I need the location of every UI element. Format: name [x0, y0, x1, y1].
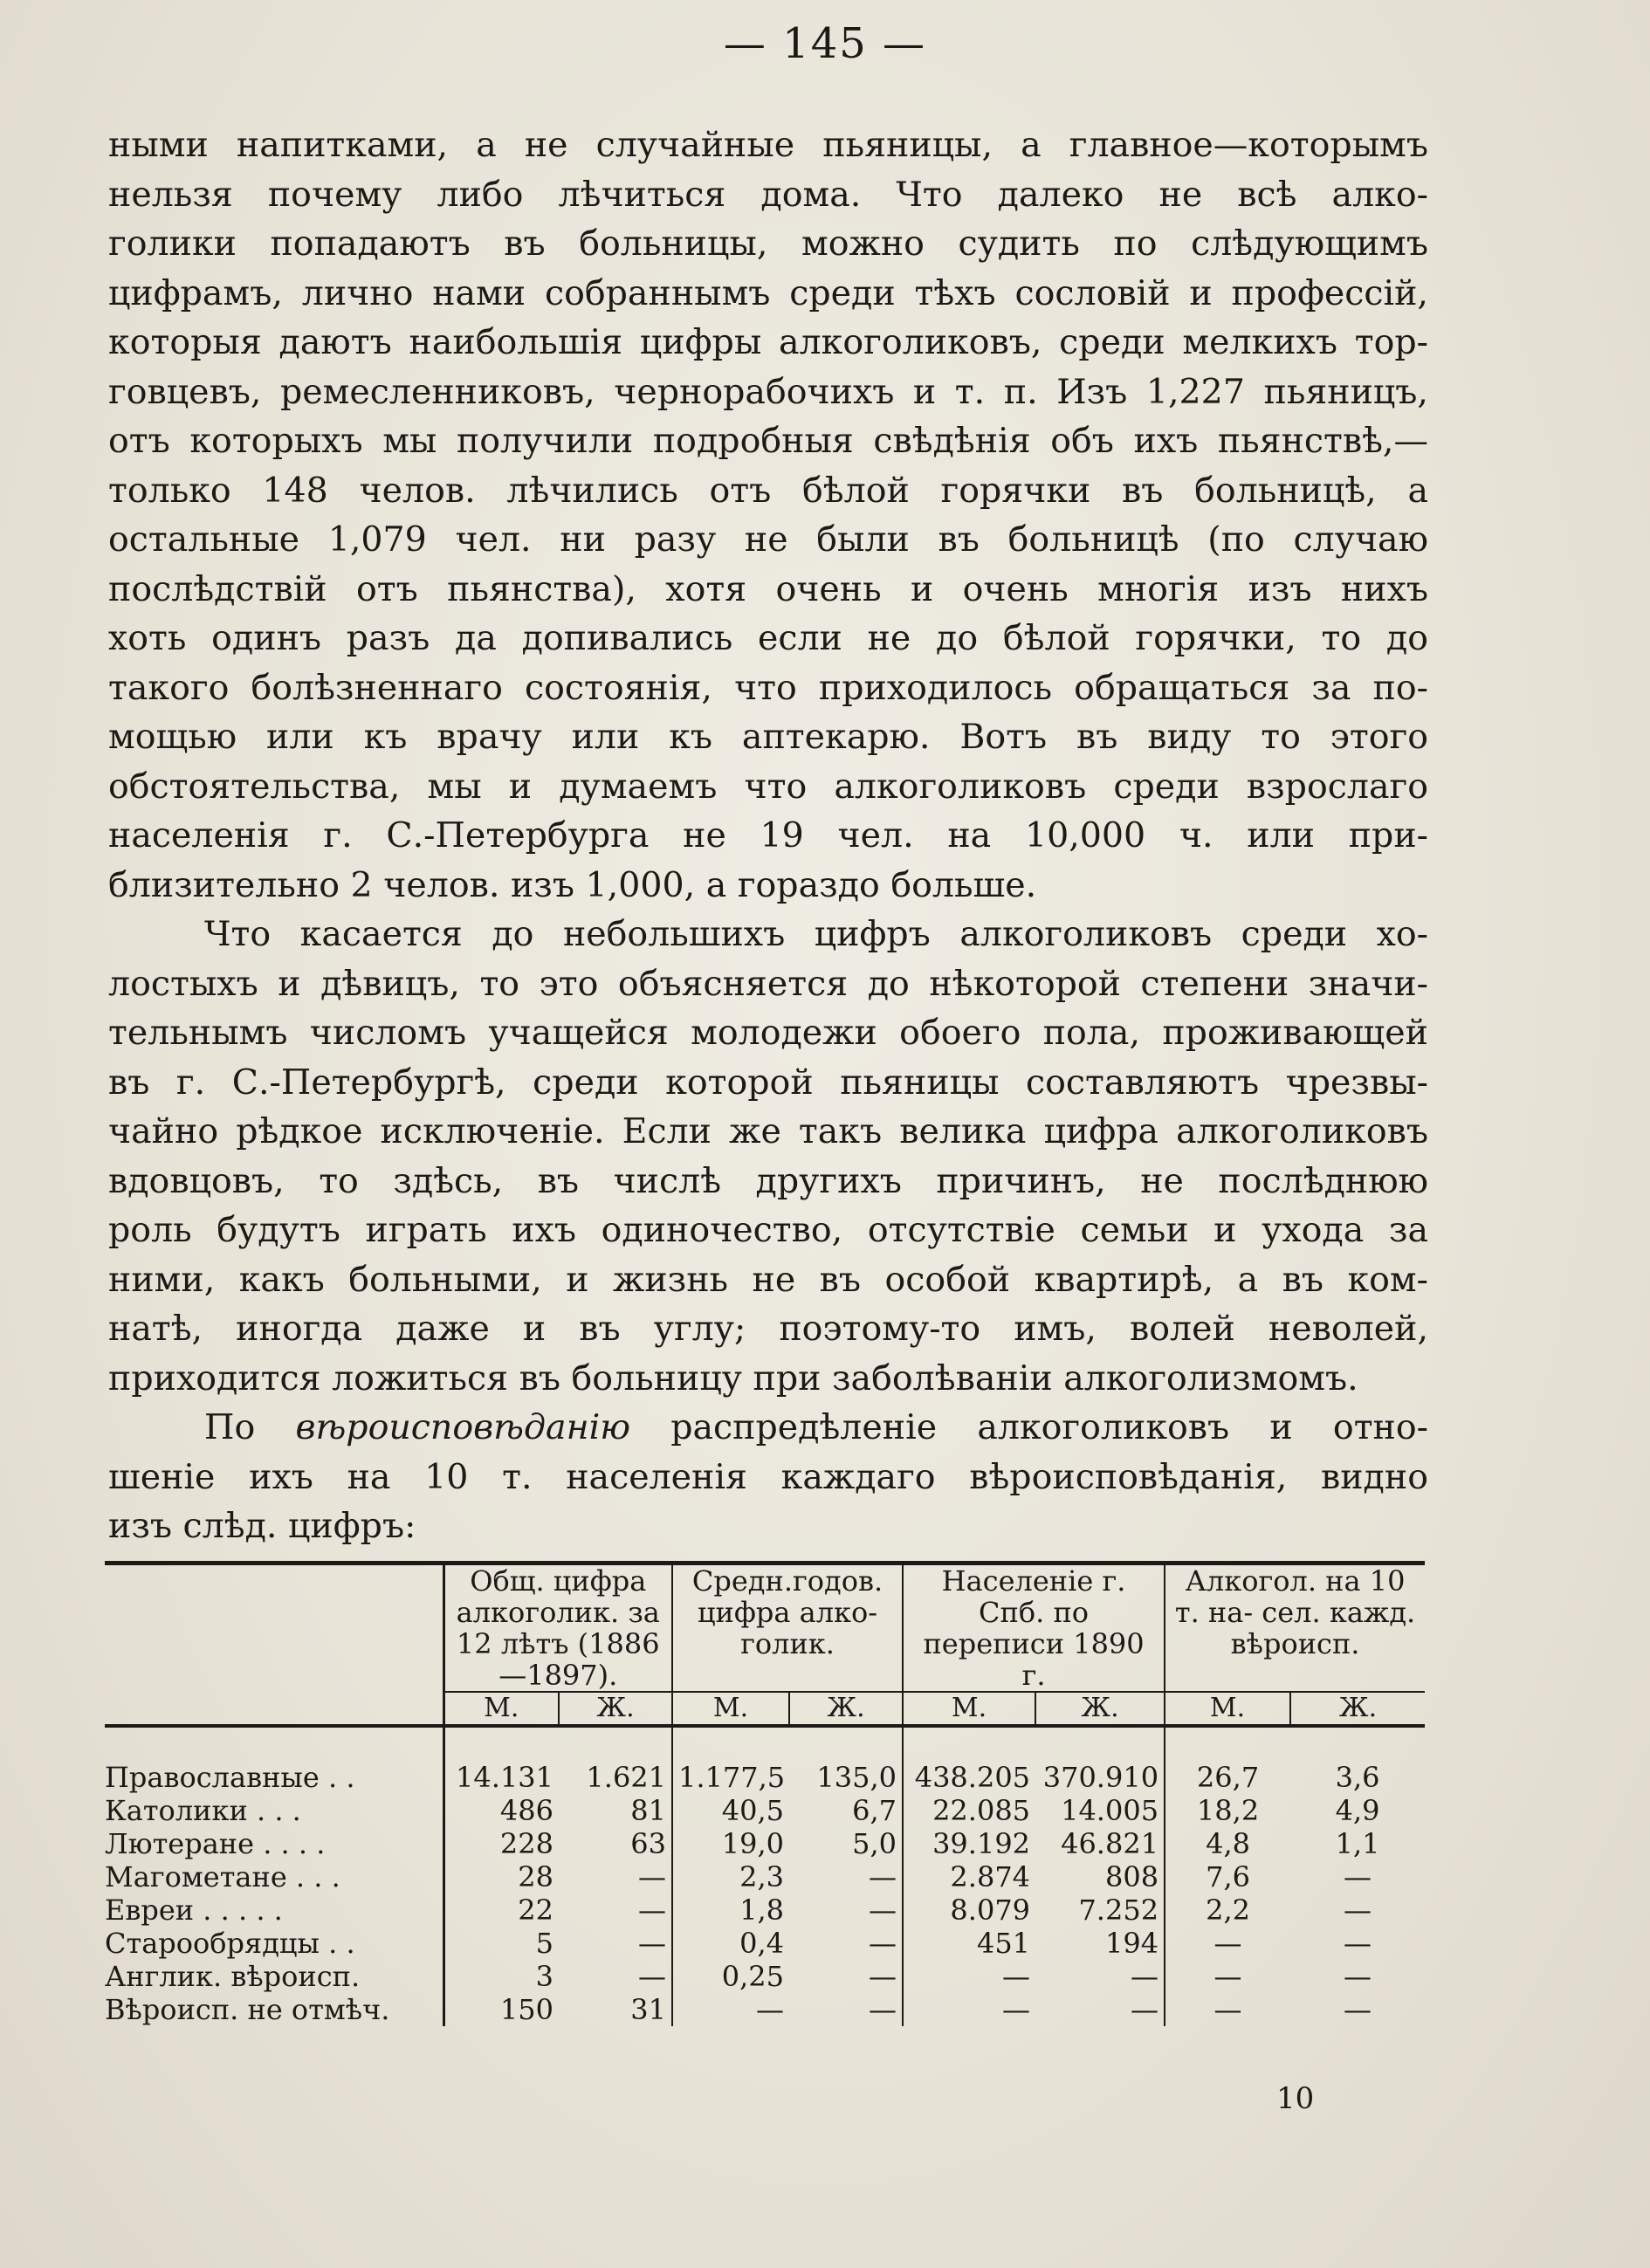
text-line: мощью или къ врачу или къ аптекарю. Вотъ въ виду то этого: [108, 717, 1428, 757]
signature-mark: 10: [1276, 2081, 1315, 2116]
text-line: только 148 челов. лѣчились отъ бѣлой горячки въ больницѣ, а: [108, 470, 1428, 511]
table-cell: 63: [630, 1827, 667, 1860]
table-cell: 81: [630, 1794, 667, 1827]
row-label: Православные . .: [105, 1761, 355, 1794]
subheader-female: Ж.: [1035, 1692, 1165, 1726]
text-segment: По: [204, 1407, 296, 1447]
table-cell: —: [672, 1993, 789, 2026]
table-row: [105, 1927, 1425, 1960]
table-cell: —: [1131, 1993, 1159, 2026]
table-cell: 39.192: [903, 1827, 1035, 1860]
text-line: изъ слѣд. цифръ:: [108, 1506, 416, 1546]
table-cell: 14.005: [1061, 1794, 1159, 1827]
table-cell: 22: [443, 1893, 559, 1927]
table-cell: 150: [443, 1993, 559, 2026]
body-text: [108, 120, 1428, 1551]
table-cell: 370.910: [1042, 1761, 1159, 1794]
table-cell: 0,4: [672, 1927, 789, 1960]
subheader-female: Ж.: [789, 1692, 903, 1726]
table-cell: 486: [443, 1794, 559, 1827]
text-line: натѣ, иногда даже и въ углу; поэтому-то имъ, волей неволей,: [108, 1309, 1428, 1349]
table-cell: —: [903, 1993, 1035, 2026]
table-row: [105, 1893, 1425, 1927]
table-cell: 26,7: [1165, 1761, 1290, 1794]
text-line: послѣдствій отъ пьянства), хотя очень и очень многія изъ нихъ: [108, 568, 1428, 609]
table-cell: —: [869, 1860, 897, 1893]
subheader-female: Ж.: [559, 1692, 672, 1726]
table-cell: 4,8: [1165, 1827, 1290, 1860]
text-line: отъ которыхъ мы получили подробныя свѣдѣнія объ ихъ пьянствѣ,—: [108, 421, 1428, 461]
table-cell: 3: [443, 1960, 559, 1993]
row-label: Католики . . .: [105, 1794, 301, 1827]
table-cell: 6,7: [852, 1794, 897, 1827]
text-line: обстоятельства, мы и думаемъ что алкоголиковъ среди взрослаго: [108, 766, 1428, 807]
table-cell: 28: [443, 1860, 559, 1893]
table-cell: 22.085: [903, 1794, 1035, 1827]
subheader-male: М.: [443, 1692, 559, 1726]
subheader-male: М.: [672, 1692, 789, 1726]
text-line: тельнымъ числомъ учащейся молодежи обоего пола, проживающей: [108, 1013, 1428, 1053]
text-line: ними, какъ больными, и жизнь не въ особой квартирѣ, а въ ком-: [108, 1259, 1428, 1300]
subheader-male: М.: [903, 1692, 1035, 1726]
text-line: голики попадаютъ въ больницы, можно судить по слѣдующимъ: [108, 223, 1428, 264]
table-cell: 3,6: [1335, 1761, 1380, 1794]
table-cell: —: [1344, 1860, 1372, 1893]
table-cell: —: [1344, 1960, 1372, 1993]
table-cell: 8.079: [903, 1893, 1035, 1927]
table-row: [105, 1993, 1425, 2026]
header-annual-average: Средн.годов. цифра алко- голик.: [672, 1565, 903, 1692]
table-cell: 194: [1104, 1927, 1159, 1960]
table-cell: 228: [443, 1827, 559, 1860]
text-line: въ г. С.-Петербургѣ, среди которой пьяницы составляютъ чрезвы-: [108, 1062, 1428, 1103]
text-line: близительно 2 челов. изъ 1,000, а гораздо больше.: [108, 864, 1037, 905]
page-number: — 145 —: [723, 19, 927, 68]
text-line: населенія г. С.-Петербурга не 19 чел. на 10,000 ч. или при-: [108, 815, 1428, 856]
row-label: Лютеране . . . .: [105, 1827, 326, 1860]
table-cell: —: [1344, 1993, 1372, 2026]
table-cell: 5: [443, 1927, 559, 1960]
table-cell: 438.205: [903, 1761, 1035, 1794]
table-cell: 46.821: [1061, 1827, 1159, 1860]
table-row: [105, 1794, 1425, 1827]
table-cell: 7,6: [1165, 1860, 1290, 1893]
data-table: [105, 1565, 1425, 2026]
table-cell: —: [638, 1960, 667, 1993]
text-line: которыя даютъ наибольшія цифры алкоголиковъ, среди мелкихъ тор-: [108, 322, 1428, 362]
text-line: приходится ложиться въ больницу при заболѣваніи алкоголизмомъ.: [108, 1357, 1358, 1399]
row-label: Магометане . . .: [105, 1860, 340, 1893]
table-separator: [105, 1726, 1425, 1761]
text-line: цифрамъ, лично нами собраннымъ среди тѣхъ сословій и профессій,: [108, 272, 1428, 313]
text-line: вдовцовъ, то здѣсь, въ числѣ другихъ причинъ, не послѣднюю: [108, 1160, 1428, 1201]
table-cell: 31: [630, 1993, 667, 2026]
text-line: лостыхъ и дѣвицъ, то это объясняется до нѣкоторой степени значи-: [108, 963, 1428, 1004]
text-line: хоть одинъ разъ да допивались если не до бѣлой горячки, то до: [108, 618, 1428, 658]
header-per-10k: Алкогол. на 10 т. на- сел. кажд. вѣроисп.: [1165, 1565, 1425, 1692]
table-cell: 19,0: [672, 1827, 789, 1860]
table-cell: —: [638, 1860, 667, 1893]
table-cell: 135,0: [816, 1761, 897, 1794]
table-cell: 2,3: [672, 1860, 789, 1893]
table-cell: 40,5: [672, 1794, 789, 1827]
table-cell: —: [869, 1960, 897, 1993]
text-line: шеніе ихъ на 10 т. населенія каждаго вѣроисповѣданія, видно: [108, 1456, 1428, 1497]
subheader-blank: [105, 1692, 443, 1726]
table-cell: 18,2: [1165, 1794, 1290, 1827]
row-label: Вѣроисп. не отмѣч.: [105, 1993, 390, 2026]
table-cell: 7.252: [1078, 1893, 1159, 1927]
table-cell: 1.177,5: [672, 1761, 789, 1794]
table-cell: —: [1165, 1960, 1290, 1993]
italic-term: вѣроисповѣданію: [295, 1407, 630, 1447]
table-cell: —: [1165, 1993, 1290, 2026]
table-row: [105, 1860, 1425, 1893]
text-line: нельзя почему либо лѣчиться дома. Что далеко не всѣ алко-: [108, 174, 1428, 215]
table-cell: —: [1131, 1960, 1159, 1993]
religion-table: [105, 1561, 1425, 2026]
text-line: такого болѣзненнаго состоянія, что приходилось обращаться за по-: [108, 667, 1428, 708]
text-line: чайно рѣдкое исключеніе. Если же такъ велика цифра алкоголиковъ: [108, 1111, 1428, 1151]
table-cell: —: [1344, 1893, 1372, 1927]
text-line: Что касается до небольшихъ цифръ алкоголиковъ среди хо-: [204, 914, 1428, 954]
header-total: Общ. цифра алкоголик. за 12 лѣтъ (1886—1897).: [443, 1565, 672, 1692]
text-line: [108, 1403, 1428, 1453]
subheader-female: Ж.: [1290, 1692, 1425, 1726]
table-row: [105, 1827, 1425, 1860]
table-cell: 1.621: [586, 1761, 667, 1794]
header-population: Населеніе г. Спб. по переписи 1890 г.: [903, 1565, 1165, 1692]
table-row: [105, 1960, 1425, 1993]
table-cell: —: [869, 1993, 897, 2026]
text-segment: распредѣленіе алкоголиковъ и отно-: [630, 1407, 1428, 1447]
table-cell: 2,2: [1165, 1893, 1290, 1927]
table-cell: 451: [903, 1927, 1035, 1960]
table-cell: 0,25: [672, 1960, 789, 1993]
paragraph-2: [108, 910, 1428, 1403]
text-line: остальные 1,079 чел. ни разу не были въ больницѣ (по случаю: [108, 519, 1428, 560]
table-row: [105, 1761, 1425, 1794]
table-cell: 2.874: [903, 1860, 1035, 1893]
text-line: ными напитками, а не случайные пьяницы, а главное—которымъ: [108, 125, 1428, 165]
text-line: роль будутъ играть ихъ одиночество, отсутствіе семьи и ухода за: [108, 1210, 1428, 1250]
table-cell: —: [1165, 1927, 1290, 1960]
table-cell: 1,8: [672, 1893, 789, 1927]
table-cell: —: [903, 1960, 1035, 1993]
table-cell: 5,0: [852, 1827, 897, 1860]
subheader-male: М.: [1165, 1692, 1290, 1726]
row-label: Старообрядцы . .: [105, 1927, 355, 1960]
table-cell: —: [638, 1927, 667, 1960]
table-cell: 1,1: [1335, 1827, 1380, 1860]
table-cell: —: [869, 1927, 897, 1960]
table-cell: —: [1344, 1927, 1372, 1960]
header-blank: [105, 1565, 443, 1692]
table-cell: 808: [1104, 1860, 1159, 1893]
table-cell: 14.131: [443, 1761, 559, 1794]
table-cell: —: [869, 1893, 897, 1927]
paragraph-3: [108, 1403, 1428, 1551]
row-label: Англик. вѣроисп.: [105, 1960, 361, 1993]
table-cell: —: [638, 1893, 667, 1927]
paragraph-1: [108, 120, 1428, 910]
table-cell: 4,9: [1335, 1794, 1380, 1827]
row-label: Евреи . . . . .: [105, 1893, 283, 1927]
table-body: [105, 1726, 1425, 2026]
text-line: говцевъ, ремесленниковъ, чернорабочихъ и т. п. Изъ 1,227 пьяницъ,: [108, 371, 1428, 412]
